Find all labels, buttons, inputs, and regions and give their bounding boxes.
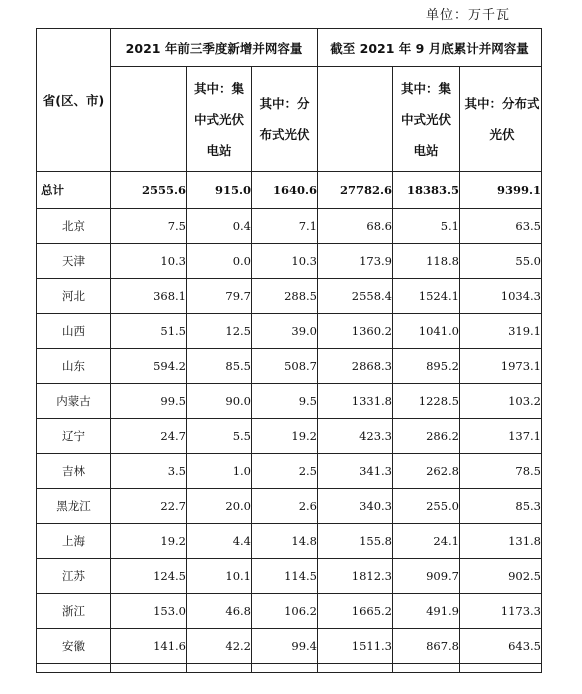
value-cell: 2868.3 [318, 349, 393, 384]
table-row [37, 629, 542, 664]
unit-label: 单位：万千瓦 [426, 8, 511, 23]
value-cell: 1973.1 [460, 349, 542, 384]
value-cell: 7.5 [111, 209, 187, 244]
value-cell: 5.1 [393, 209, 460, 244]
value-cell: 63.5 [460, 209, 542, 244]
value-cell: 3.5 [111, 454, 187, 489]
value-cell: 27782.6 [318, 172, 393, 209]
value-cell: 1.0 [187, 454, 252, 489]
table-row [37, 244, 542, 279]
empty-cell [111, 664, 187, 673]
table-row [37, 454, 542, 489]
table-row [37, 489, 542, 524]
value-cell: 55.0 [460, 244, 542, 279]
value-cell: 118.8 [393, 244, 460, 279]
table-row [37, 384, 542, 419]
value-cell: 14.8 [252, 524, 318, 559]
value-cell: 1331.8 [318, 384, 393, 419]
value-cell: 99.5 [111, 384, 187, 419]
value-cell: 368.1 [111, 279, 187, 314]
province-name: 江苏 [37, 559, 111, 594]
value-cell: 508.7 [252, 349, 318, 384]
value-cell: 1640.6 [252, 172, 318, 209]
value-cell: 10.3 [111, 244, 187, 279]
province-name: 黑龙江 [37, 489, 111, 524]
value-cell: 51.5 [111, 314, 187, 349]
value-cell: 491.9 [393, 594, 460, 629]
value-cell: 24.7 [111, 419, 187, 454]
value-cell: 1524.1 [393, 279, 460, 314]
value-cell: 1812.3 [318, 559, 393, 594]
value-cell: 90.0 [187, 384, 252, 419]
table-row [37, 314, 542, 349]
value-cell: 1034.3 [460, 279, 542, 314]
value-cell: 1360.2 [318, 314, 393, 349]
value-cell: 99.4 [252, 629, 318, 664]
value-cell: 18383.5 [393, 172, 460, 209]
value-cell: 46.8 [187, 594, 252, 629]
table-row [37, 349, 542, 384]
province-name: 山东 [37, 349, 111, 384]
value-cell: 85.5 [187, 349, 252, 384]
group-header-q3-new: 2021 年前三季度新增并网容量 [111, 29, 318, 67]
subheader-new-centralized: 其中：集中式光伏电站 [187, 67, 252, 172]
value-cell: 22.7 [111, 489, 187, 524]
value-cell: 114.5 [252, 559, 318, 594]
value-cell: 288.5 [252, 279, 318, 314]
value-cell: 9399.1 [460, 172, 542, 209]
partial-row [37, 664, 542, 673]
empty-cell [252, 664, 318, 673]
value-cell: 10.1 [187, 559, 252, 594]
value-cell: 42.2 [187, 629, 252, 664]
value-cell: 19.2 [111, 524, 187, 559]
value-cell: 1173.3 [460, 594, 542, 629]
value-cell: 423.3 [318, 419, 393, 454]
value-cell: 12.5 [187, 314, 252, 349]
value-cell: 155.8 [318, 524, 393, 559]
province-name: 天津 [37, 244, 111, 279]
subheader-new-distributed: 其中：分布式光伏 [252, 67, 318, 172]
value-cell: 4.4 [187, 524, 252, 559]
value-cell: 895.2 [393, 349, 460, 384]
province-header: 省(区、市) [37, 29, 111, 172]
value-cell: 2.6 [252, 489, 318, 524]
subheader-cumulative-centralized: 其中：集中式光伏电站 [393, 67, 460, 172]
table-row [37, 419, 542, 454]
value-cell: 79.7 [187, 279, 252, 314]
value-cell: 319.1 [460, 314, 542, 349]
group-header-cumulative: 截至 2021 年 9 月底累计并网容量 [318, 29, 542, 67]
value-cell: 643.5 [460, 629, 542, 664]
value-cell: 124.5 [111, 559, 187, 594]
table-row [37, 279, 542, 314]
header-row-2 [37, 67, 542, 172]
value-cell: 262.8 [393, 454, 460, 489]
empty-cell [187, 664, 252, 673]
empty-cell [460, 664, 542, 673]
value-cell: 85.3 [460, 489, 542, 524]
value-cell: 103.2 [460, 384, 542, 419]
empty-cell [37, 664, 111, 673]
province-name: 安徽 [37, 629, 111, 664]
province-name: 总计 [37, 172, 111, 209]
value-cell: 131.8 [460, 524, 542, 559]
value-cell: 78.5 [460, 454, 542, 489]
value-cell: 5.5 [187, 419, 252, 454]
value-cell: 1041.0 [393, 314, 460, 349]
subheader-cumulative-distributed: 其中：分布式光伏 [460, 67, 542, 172]
value-cell: 0.4 [187, 209, 252, 244]
value-cell: 7.1 [252, 209, 318, 244]
value-cell: 902.5 [460, 559, 542, 594]
province-name: 内蒙古 [37, 384, 111, 419]
value-cell: 24.1 [393, 524, 460, 559]
capacity-table [36, 28, 542, 673]
subheader-total-cumulative [318, 67, 393, 172]
value-cell: 153.0 [111, 594, 187, 629]
value-cell: 173.9 [318, 244, 393, 279]
header-row-1 [37, 29, 542, 67]
table-row [37, 594, 542, 629]
value-cell: 255.0 [393, 489, 460, 524]
value-cell: 9.5 [252, 384, 318, 419]
value-cell: 19.2 [252, 419, 318, 454]
value-cell: 909.7 [393, 559, 460, 594]
table-row [37, 209, 542, 244]
value-cell: 1665.2 [318, 594, 393, 629]
value-cell: 141.6 [111, 629, 187, 664]
total-row [37, 172, 542, 209]
value-cell: 137.1 [460, 419, 542, 454]
subheader-total-new [111, 67, 187, 172]
value-cell: 867.8 [393, 629, 460, 664]
value-cell: 2558.4 [318, 279, 393, 314]
province-name: 吉林 [37, 454, 111, 489]
value-cell: 20.0 [187, 489, 252, 524]
value-cell: 2555.6 [111, 172, 187, 209]
province-name: 上海 [37, 524, 111, 559]
value-cell: 10.3 [252, 244, 318, 279]
province-name: 山西 [37, 314, 111, 349]
value-cell: 0.0 [187, 244, 252, 279]
province-name: 北京 [37, 209, 111, 244]
province-name: 辽宁 [37, 419, 111, 454]
value-cell: 341.3 [318, 454, 393, 489]
value-cell: 286.2 [393, 419, 460, 454]
empty-cell [318, 664, 393, 673]
value-cell: 1511.3 [318, 629, 393, 664]
province-name: 浙江 [37, 594, 111, 629]
value-cell: 68.6 [318, 209, 393, 244]
empty-cell [393, 664, 460, 673]
value-cell: 1228.5 [393, 384, 460, 419]
table-row [37, 524, 542, 559]
value-cell: 106.2 [252, 594, 318, 629]
table-row [37, 559, 542, 594]
value-cell: 2.5 [252, 454, 318, 489]
value-cell: 340.3 [318, 489, 393, 524]
value-cell: 915.0 [187, 172, 252, 209]
value-cell: 39.0 [252, 314, 318, 349]
value-cell: 594.2 [111, 349, 187, 384]
province-name: 河北 [37, 279, 111, 314]
